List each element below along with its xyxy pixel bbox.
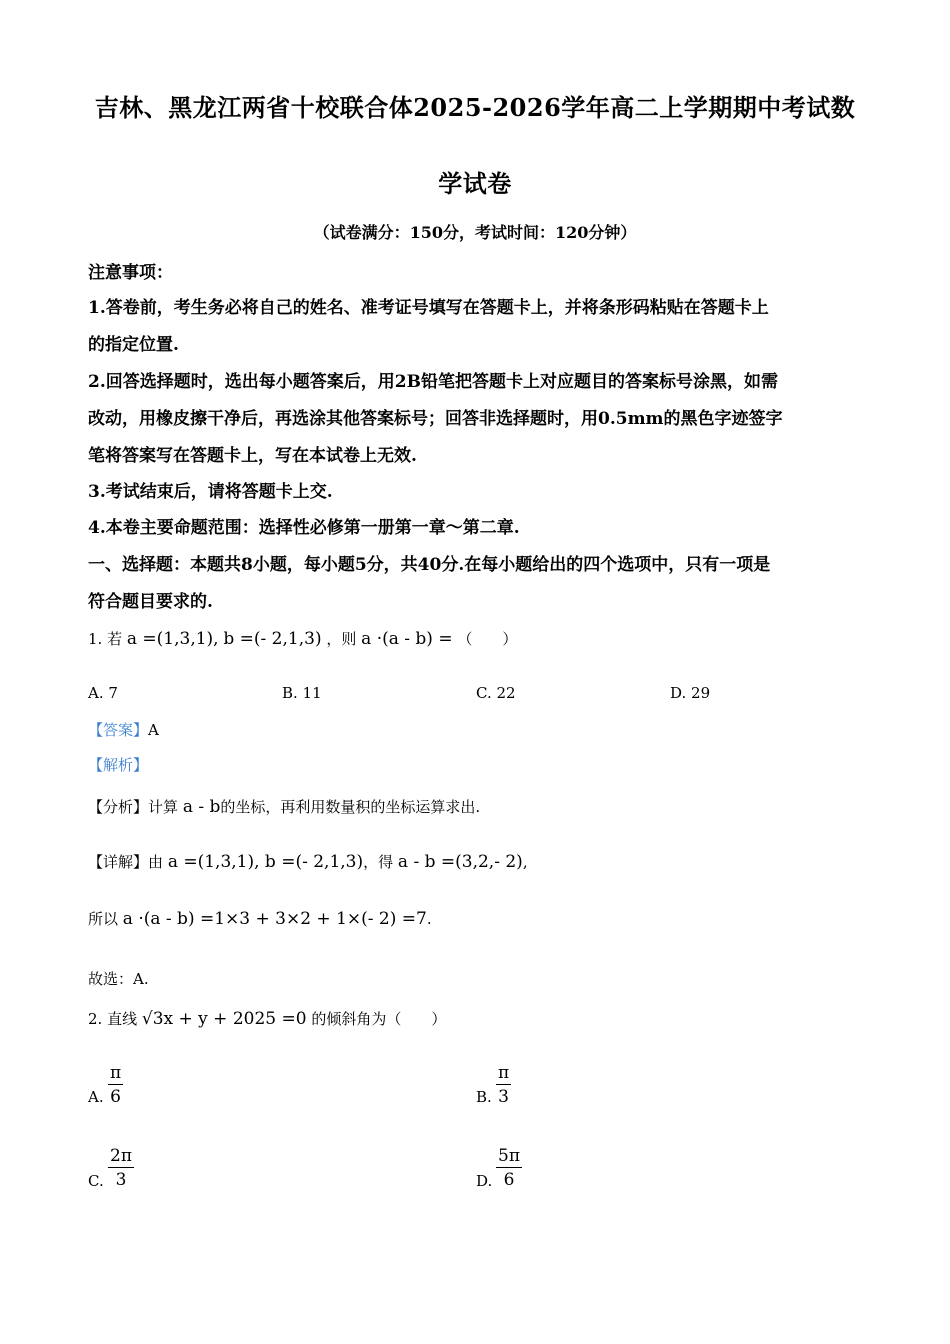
suoyi-end: . bbox=[426, 910, 432, 928]
exam-title-line1: 吉林、黑龙江两省十校联合体2025-2026学年高二上学期期中考试数 bbox=[94, 93, 856, 122]
q1-option-d: D. 29 bbox=[670, 684, 711, 702]
q2-option-b-fraction bbox=[496, 1062, 511, 1109]
xiangjie-mid: ，得 bbox=[363, 853, 394, 871]
q1-stem bbox=[88, 628, 517, 649]
fenxi-pre: 计算 bbox=[148, 798, 179, 816]
section1-line1: 一、选择题：本题共8小题，每小题5分，共40分.在每小题给出的四个选项中，只有一项是 bbox=[88, 555, 771, 575]
q1-option-a: A. 7 bbox=[88, 684, 118, 702]
q1-fenxi bbox=[88, 796, 480, 817]
q1-cond-b: b =(- 2,1,3) bbox=[223, 629, 322, 649]
xiangjie-result: a - b =(3,2,- 2) bbox=[397, 852, 523, 872]
q2-option-a-label: A. bbox=[88, 1088, 104, 1106]
q1-xiangjie bbox=[88, 851, 528, 872]
fraction-numerator: 2π bbox=[110, 1146, 132, 1166]
xiangjie-cond: a =(1,3,1), b =(- 2,1,3) bbox=[167, 852, 364, 872]
q1-suoyi bbox=[88, 908, 432, 929]
q1-blank: （ ） bbox=[457, 630, 518, 648]
fenxi-post: 的坐标，再利用数量积的坐标运算求出. bbox=[220, 798, 481, 816]
suoyi-expr: a ·(a - b) =1×3 + 3×2 + 1×(- 2) =7 bbox=[122, 909, 427, 929]
q1-prefix: 1. 若 bbox=[88, 630, 123, 648]
xiangjie-tag: 【详解】 bbox=[88, 853, 149, 871]
fraction-numerator: 5π bbox=[498, 1146, 520, 1166]
fraction-denominator: 6 bbox=[110, 1087, 121, 1107]
q1-mid: ，则 bbox=[326, 630, 357, 648]
xiangjie-pre: 由 bbox=[148, 853, 164, 871]
suoyi-pre: 所以 bbox=[88, 910, 119, 928]
fraction-denominator: 6 bbox=[503, 1170, 515, 1190]
q2-option-d-fraction bbox=[496, 1145, 522, 1192]
fenxi-tag: 【分析】 bbox=[88, 798, 149, 816]
exam-subtitle: （试卷满分：150分，考试时间：120分钟） bbox=[313, 223, 637, 242]
fraction-denominator: 3 bbox=[115, 1170, 127, 1190]
answer-value: A bbox=[148, 721, 159, 739]
notice-item1-line1: 1.答卷前，考生务必将自己的姓名、准考证号填写在答题卡上，并将条形码粘贴在答题卡上 bbox=[88, 298, 769, 318]
q2-suffix: 的倾斜角为（ ） bbox=[311, 1010, 447, 1028]
fenxi-expr: a - b bbox=[182, 797, 221, 817]
q1-cond-a: a =(1,3,1), bbox=[126, 629, 219, 649]
analysis-tag: 【解析】 bbox=[88, 756, 149, 774]
notice-item2-line1: 2.回答选择题时，选出每小题答案后，用2B铅笔把答题卡上对应题目的答案标号涂黑，如需 bbox=[88, 372, 778, 392]
notice-heading: 注意事项： bbox=[88, 263, 173, 283]
answer-tag: 【答案】 bbox=[88, 721, 149, 739]
q1-answer bbox=[88, 719, 159, 740]
notice-item2-line2: 改动，用橡皮擦干净后，再选涂其他答案标号；回答非选择题时，用0.5mm的黑色字迹签字 bbox=[88, 409, 783, 429]
q1-expr: a ·(a - b) = bbox=[361, 629, 453, 649]
notice-item3: 3.考试结束后，请将答题卡上交. bbox=[88, 482, 333, 502]
q2-option-c-fraction bbox=[108, 1145, 134, 1192]
q2-stem bbox=[88, 1008, 446, 1029]
exam-title-line2: 学试卷 bbox=[438, 169, 512, 198]
fraction-numerator: π bbox=[498, 1063, 510, 1083]
q2-option-a-fraction bbox=[108, 1062, 123, 1109]
q1-guxuan: 故选：A. bbox=[88, 970, 149, 988]
q1-option-c: C. 22 bbox=[476, 684, 516, 702]
xiangjie-end: , bbox=[522, 853, 528, 871]
q2-prefix: 2. 直线 bbox=[88, 1010, 138, 1028]
q2-option-d-label: D. bbox=[476, 1172, 493, 1190]
fraction-numerator: π bbox=[110, 1063, 122, 1083]
q2-option-c-label: C. bbox=[88, 1172, 104, 1190]
q1-option-b: B. 11 bbox=[282, 684, 322, 702]
q2-option-b-label: B. bbox=[476, 1088, 492, 1106]
section1-line2: 符合题目要求的. bbox=[88, 592, 213, 612]
notice-item2-line3: 笔将答案写在答题卡上，写在本试卷上无效. bbox=[88, 446, 417, 466]
q2-equation: √3x + y + 2025 =0 bbox=[141, 1009, 307, 1029]
notice-item1-line2: 的指定位置. bbox=[88, 335, 179, 355]
fraction-denominator: 3 bbox=[498, 1087, 509, 1107]
notice-item4: 4.本卷主要命题范围：选择性必修第一册第一章～第二章. bbox=[88, 518, 520, 538]
